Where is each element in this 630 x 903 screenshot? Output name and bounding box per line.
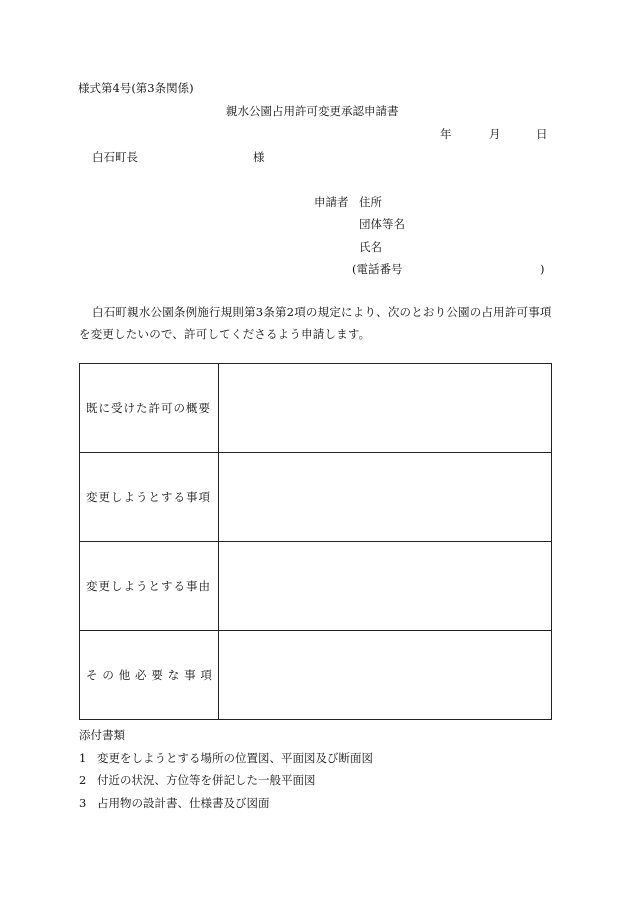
application-table — [79, 363, 552, 720]
body-line-2: を変更したいので、許可してくださるよう申請します。 — [79, 327, 371, 341]
attachment-number: 3 — [79, 796, 87, 810]
row-value-cell[interactable] — [219, 631, 552, 720]
addressee-name: 白石町長 — [92, 150, 138, 164]
table-row — [80, 631, 552, 720]
applicant-label: 申請者 — [314, 195, 349, 209]
row-label-cell — [80, 453, 219, 542]
applicant-phone-close: ) — [540, 262, 545, 276]
applicant-phone-label: (電話番号 — [352, 262, 403, 276]
applicant-organization-label: 団体等名 — [359, 217, 405, 231]
form-title: 親水公園占用許可変更承認申請書 — [226, 104, 399, 118]
body-line-1: 白石町親水公園条例施行規則第3条第2項の規定により、次のとおり公園の占用許可事項 — [92, 305, 552, 319]
date-month: 月 — [489, 127, 501, 141]
attachment-text: 占用物の設計書、仕様書及び図面 — [97, 796, 270, 810]
applicant-address-label: 住所 — [359, 195, 382, 209]
date-year: 年 — [440, 127, 452, 141]
row-value-cell[interactable] — [219, 453, 552, 542]
attachment-text: 変更をしようとする場所の位置図、平面図及び断面図 — [97, 751, 373, 765]
attachment-number: 2 — [79, 773, 87, 787]
row-label: 変更しようとする事項 — [86, 490, 211, 504]
attachment-text: 付近の状況、方位等を併記した一般平面図 — [97, 773, 316, 787]
table-row — [80, 364, 552, 453]
applicant-name-label: 氏名 — [359, 240, 382, 254]
attachment-number: 1 — [79, 751, 87, 765]
attachments-heading: 添付書類 — [79, 728, 125, 742]
row-label-cell — [80, 631, 219, 720]
addressee-honorific: 様 — [253, 150, 265, 164]
table-row — [80, 453, 552, 542]
form-number: 様式第4号(第3条関係) — [78, 81, 194, 95]
date-day: 日 — [536, 127, 548, 141]
row-label: 既に受けた許可の概要 — [86, 401, 211, 415]
row-value-cell[interactable] — [219, 542, 552, 631]
table-row — [80, 542, 552, 631]
row-label: 変更しようとする事由 — [86, 579, 211, 593]
row-label-cell — [80, 542, 219, 631]
row-value-cell[interactable] — [219, 364, 552, 453]
row-label: そ の 他 必 要 な 事 項 — [86, 668, 212, 682]
row-label-cell — [80, 364, 219, 453]
